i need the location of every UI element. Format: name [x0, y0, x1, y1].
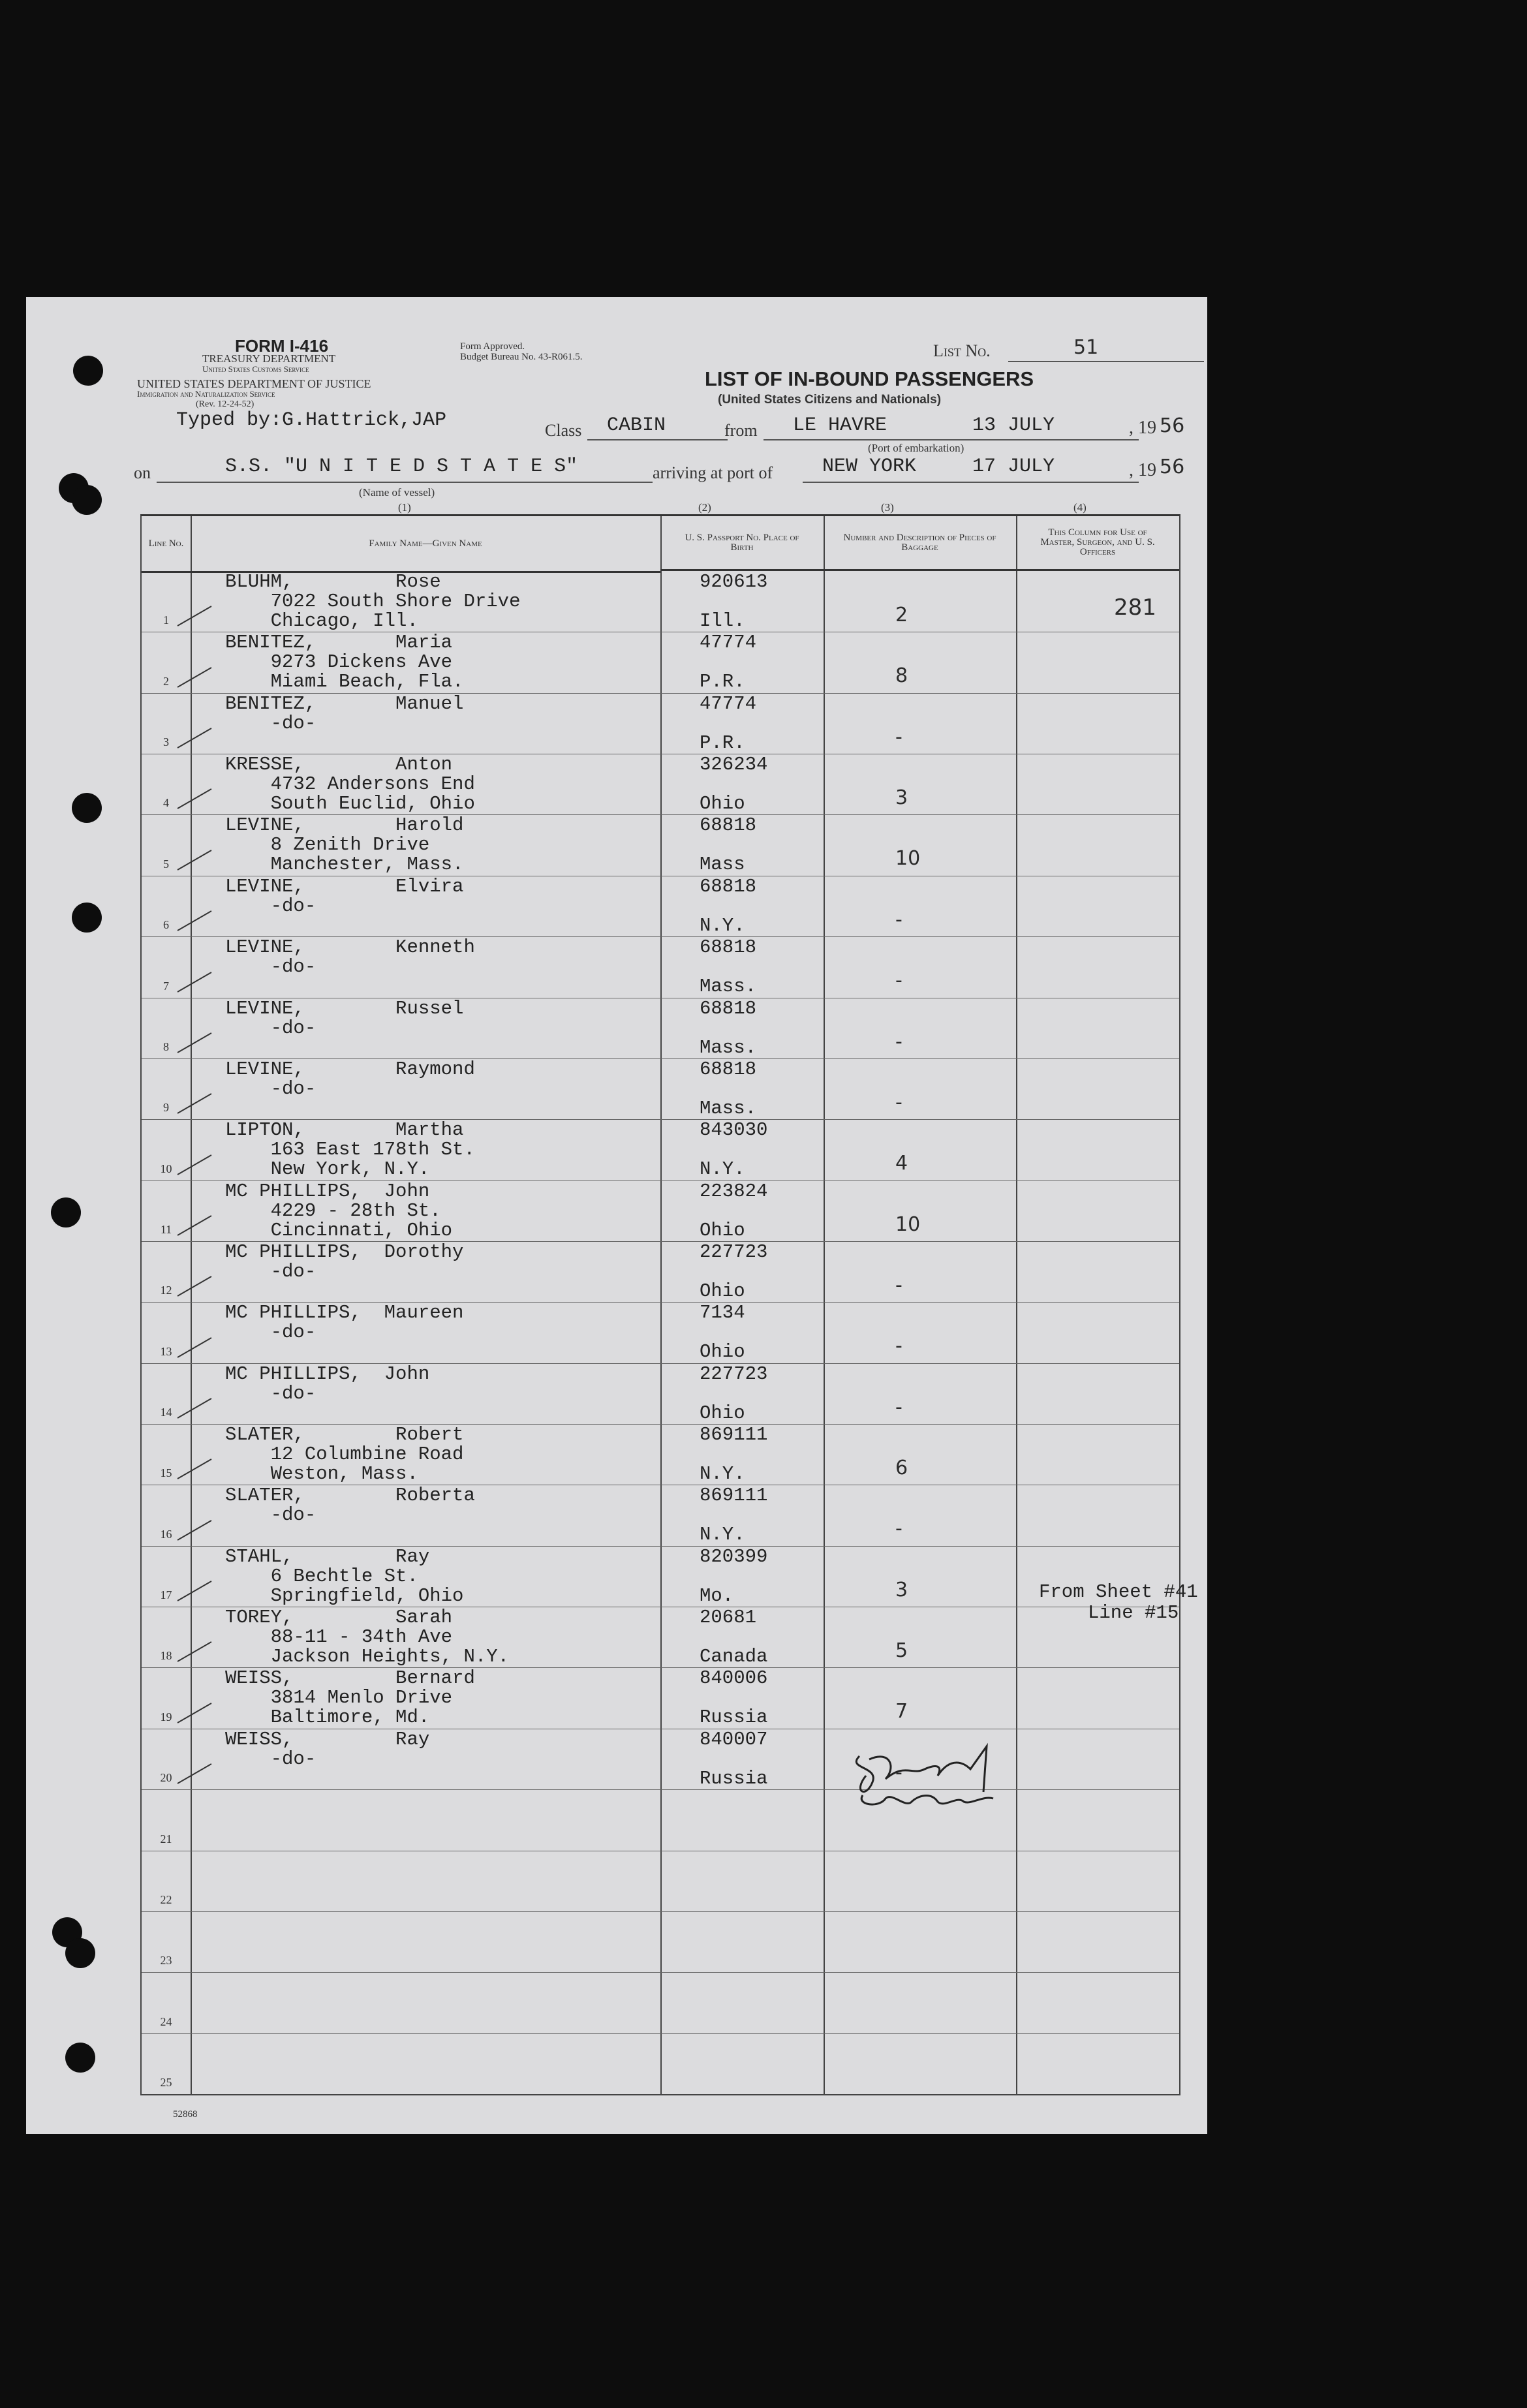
line-number: 17	[160, 1588, 172, 1602]
passport-birthplace: 326234 Ohio	[700, 754, 768, 815]
passenger-name: LEVINE, Elvira -do-	[225, 875, 464, 917]
passenger-name: MC PHILLIPS, John -do-	[225, 1363, 430, 1404]
arrive-date: 17 JULY	[972, 455, 1055, 478]
dept-justice: UNITED STATES DEPARTMENT OF JUSTICE	[137, 377, 371, 390]
passport-birthplace: 68818 Mass.	[700, 936, 757, 998]
passenger-name: STAHL, Ray 6 Bechtle St. Springfield, Ohio	[225, 1545, 464, 1607]
passenger-name: BENITEZ, Maria 9273 Dickens Ave Miami Beach, Fla.	[225, 632, 464, 693]
form-subtitle: (United States Citizens and Nationals)	[718, 393, 942, 407]
baggage-count: -	[895, 908, 902, 931]
arrive-year: 56	[1160, 455, 1185, 478]
passport-birthplace: 68818 Mass.	[700, 1058, 757, 1119]
header-line-no: Line No.	[142, 516, 191, 573]
list-no: 51	[1073, 336, 1099, 359]
port-caption: (Port of embarkation)	[868, 442, 964, 454]
row-divider	[142, 1972, 1179, 1973]
line-number: 12	[160, 1284, 172, 1297]
passenger-name: MC PHILLIPS, Dorothy -do-	[225, 1241, 464, 1282]
baggage-count: 2	[895, 604, 908, 626]
passenger-name: WEISS, Ray -do-	[225, 1728, 430, 1770]
line-number: 14	[160, 1406, 172, 1419]
passenger-name: LEVINE, Kenneth -do-	[225, 936, 475, 978]
form-revision: (Rev. 12-24-52)	[196, 399, 254, 409]
baggage-count: 5	[895, 1639, 908, 1663]
passenger-name: LEVINE, Harold 8 Zenith Drive Manchester, Mass.	[225, 814, 464, 876]
header-passport: U. S. Passport No. Place of Birth	[660, 516, 824, 571]
baggage-count: -	[895, 1761, 902, 1784]
typed-by: Typed by:G.Hattrick,JAP	[176, 409, 447, 431]
line-number: 6	[163, 918, 169, 932]
punch-hole	[51, 1197, 81, 1227]
passport-birthplace: 7134 Ohio	[700, 1302, 745, 1363]
passenger-name: KRESSE, Anton 4732 Andersons End South Euclid, Ohio	[225, 754, 475, 815]
line-number: 8	[163, 1040, 169, 1053]
punch-hole	[72, 485, 102, 515]
row-divider	[142, 1911, 1179, 1912]
baggage-count: -	[895, 1030, 902, 1053]
footer-code: 52868	[173, 2109, 198, 2120]
officer-note-row1: 281	[1114, 594, 1156, 621]
line-number: 9	[163, 1101, 169, 1115]
vessel-caption: (Name of vessel)	[359, 486, 435, 499]
passport-birthplace: 47774 P.R.	[700, 692, 757, 754]
vessel-name: S.S. "U N I T E D S T A T E S"	[225, 455, 578, 478]
col-num-1: (1)	[398, 501, 411, 514]
baggage-count: -	[895, 969, 902, 993]
line-number: 7	[163, 979, 169, 993]
header-name: Family Name—Given Name	[191, 516, 660, 573]
passport-birthplace: 843030 N.Y.	[700, 1119, 768, 1181]
line-number: 20	[160, 1771, 172, 1785]
punch-hole	[72, 903, 102, 933]
arriving-label: arriving at port of	[653, 463, 773, 482]
line-number: 5	[163, 857, 169, 871]
passenger-name: WEISS, Bernard 3814 Menlo Drive Baltimore, Md.	[225, 1667, 475, 1729]
baggage-count: 4	[895, 1152, 908, 1175]
baggage-count: -	[895, 725, 902, 749]
punch-hole	[73, 356, 103, 386]
signature	[833, 1730, 1029, 1834]
officer-note-row18-a: From Sheet #41	[1039, 1581, 1198, 1603]
passport-birthplace: 68818 Mass.	[700, 997, 757, 1058]
baggage-count: -	[895, 1517, 902, 1541]
passport-birthplace: 68818 N.Y.	[700, 875, 757, 936]
baggage-count: 3	[895, 1578, 908, 1601]
line-number: 25	[160, 2076, 172, 2089]
passport-birthplace: 820399 Mo.	[700, 1545, 768, 1607]
passenger-name: BENITEZ, Manuel -do-	[225, 692, 464, 734]
dept-justice-sub: Immigration and Naturalization Service	[137, 389, 275, 399]
from-year-prefix: , 19	[1129, 418, 1156, 438]
passport-birthplace: 68818 Mass	[700, 814, 757, 876]
passport-birthplace: 869111 N.Y.	[700, 1485, 768, 1546]
baggage-count: 8	[895, 664, 908, 688]
line-number: 2	[163, 674, 169, 688]
passenger-name: BLUHM, Rose 7022 South Shore Drive Chicago, Ill.	[225, 571, 521, 632]
passenger-name: SLATER, Robert 12 Columbine Road Weston, Mass.	[225, 1424, 464, 1485]
punch-hole	[65, 1938, 95, 1968]
class-label: Class	[545, 421, 582, 440]
passenger-name: TOREY, Sarah 88-11 - 34th Ave Jackson Heights, N.Y.	[225, 1607, 510, 1668]
passport-birthplace: 920613 Ill.	[700, 571, 768, 632]
baggage-count: 3	[895, 786, 908, 810]
passenger-name: MC PHILLIPS, Maureen -do-	[225, 1302, 464, 1344]
passenger-table	[140, 514, 1198, 2095]
passport-birthplace: 840006 Russia	[700, 1667, 768, 1729]
dept-treasury-sub: United States Customs Service	[202, 364, 309, 374]
col-num-4: (4)	[1073, 501, 1087, 514]
line-number: 16	[160, 1527, 172, 1541]
form-number: FORM I-416	[235, 336, 329, 356]
list-no-label: List No.	[933, 341, 991, 360]
class-value: CABIN	[607, 414, 666, 437]
baggage-count: -	[895, 1090, 902, 1114]
from-date: 13 JULY	[972, 414, 1055, 437]
baggage-count: -	[895, 1335, 902, 1358]
line-number: 15	[160, 1466, 172, 1480]
budget-bureau: Budget Bureau No. 43-R061.5.	[460, 352, 583, 362]
header-baggage: Number and Description of Pieces of Baggage	[824, 516, 1016, 571]
baggage-count: -	[895, 1273, 902, 1297]
from-year: 56	[1160, 414, 1185, 437]
row-divider	[142, 2033, 1179, 2034]
from-port: LE HAVRE	[793, 414, 887, 437]
passenger-name: LEVINE, Raymond -do-	[225, 1058, 475, 1100]
passenger-name: MC PHILLIPS, John 4229 - 28th St. Cincinnati, Ohio	[225, 1180, 453, 1241]
passport-birthplace: 227723 Ohio	[700, 1241, 768, 1302]
line-number: 21	[160, 1832, 172, 1845]
form-title: LIST OF IN-BOUND PASSENGERS	[705, 367, 1034, 390]
form-sheet	[26, 297, 1207, 2134]
passenger-name: SLATER, Roberta -do-	[225, 1485, 475, 1526]
officer-note-row18-b: Line #15	[1088, 1602, 1179, 1624]
line-number: 19	[160, 1710, 172, 1723]
line-number: 3	[163, 735, 169, 749]
line-number: 11	[160, 1222, 172, 1236]
line-number: 13	[160, 1344, 172, 1358]
baggage-count: -	[895, 1395, 902, 1419]
header-officers: This Column for Use of Master, Surgeon, and U. S. Officers	[1016, 516, 1179, 571]
punch-hole	[65, 2043, 95, 2073]
punch-hole	[72, 793, 102, 823]
baggage-count: 7	[895, 1700, 908, 1723]
col-num-2: (2)	[698, 501, 711, 514]
line-number: 23	[160, 1954, 172, 1968]
passenger-name: LIPTON, Martha 163 East 178th St. New York, N.Y.	[225, 1119, 475, 1181]
baggage-count: 10	[895, 1212, 921, 1236]
line-number: 24	[160, 2014, 172, 2028]
passenger-name: LEVINE, Russel -do-	[225, 997, 464, 1039]
passport-birthplace: 840007 Russia	[700, 1728, 768, 1789]
on-label: on	[134, 463, 151, 482]
line-number: 1	[163, 613, 169, 627]
arrive-year-prefix: , 19	[1129, 460, 1156, 480]
from-label: from	[724, 421, 758, 440]
passport-birthplace: 227723 Ohio	[700, 1363, 768, 1424]
baggage-count: 6	[895, 1457, 908, 1480]
passport-birthplace: 47774 P.R.	[700, 632, 757, 693]
dept-treasury: TREASURY DEPARTMENT	[202, 352, 336, 365]
form-approved: Form Approved.	[460, 341, 525, 352]
col-num-3: (3)	[881, 501, 894, 514]
passport-birthplace: 20681 Canada	[700, 1607, 768, 1668]
passport-birthplace: 223824 Ohio	[700, 1180, 768, 1241]
passport-birthplace: 869111 N.Y.	[700, 1424, 768, 1485]
line-number: 22	[160, 1892, 172, 1906]
line-number: 10	[160, 1162, 172, 1175]
line-number: 18	[160, 1649, 172, 1663]
line-number: 4	[163, 796, 169, 810]
baggage-count: 10	[895, 847, 921, 871]
arrive-port: NEW YORK	[822, 455, 917, 478]
